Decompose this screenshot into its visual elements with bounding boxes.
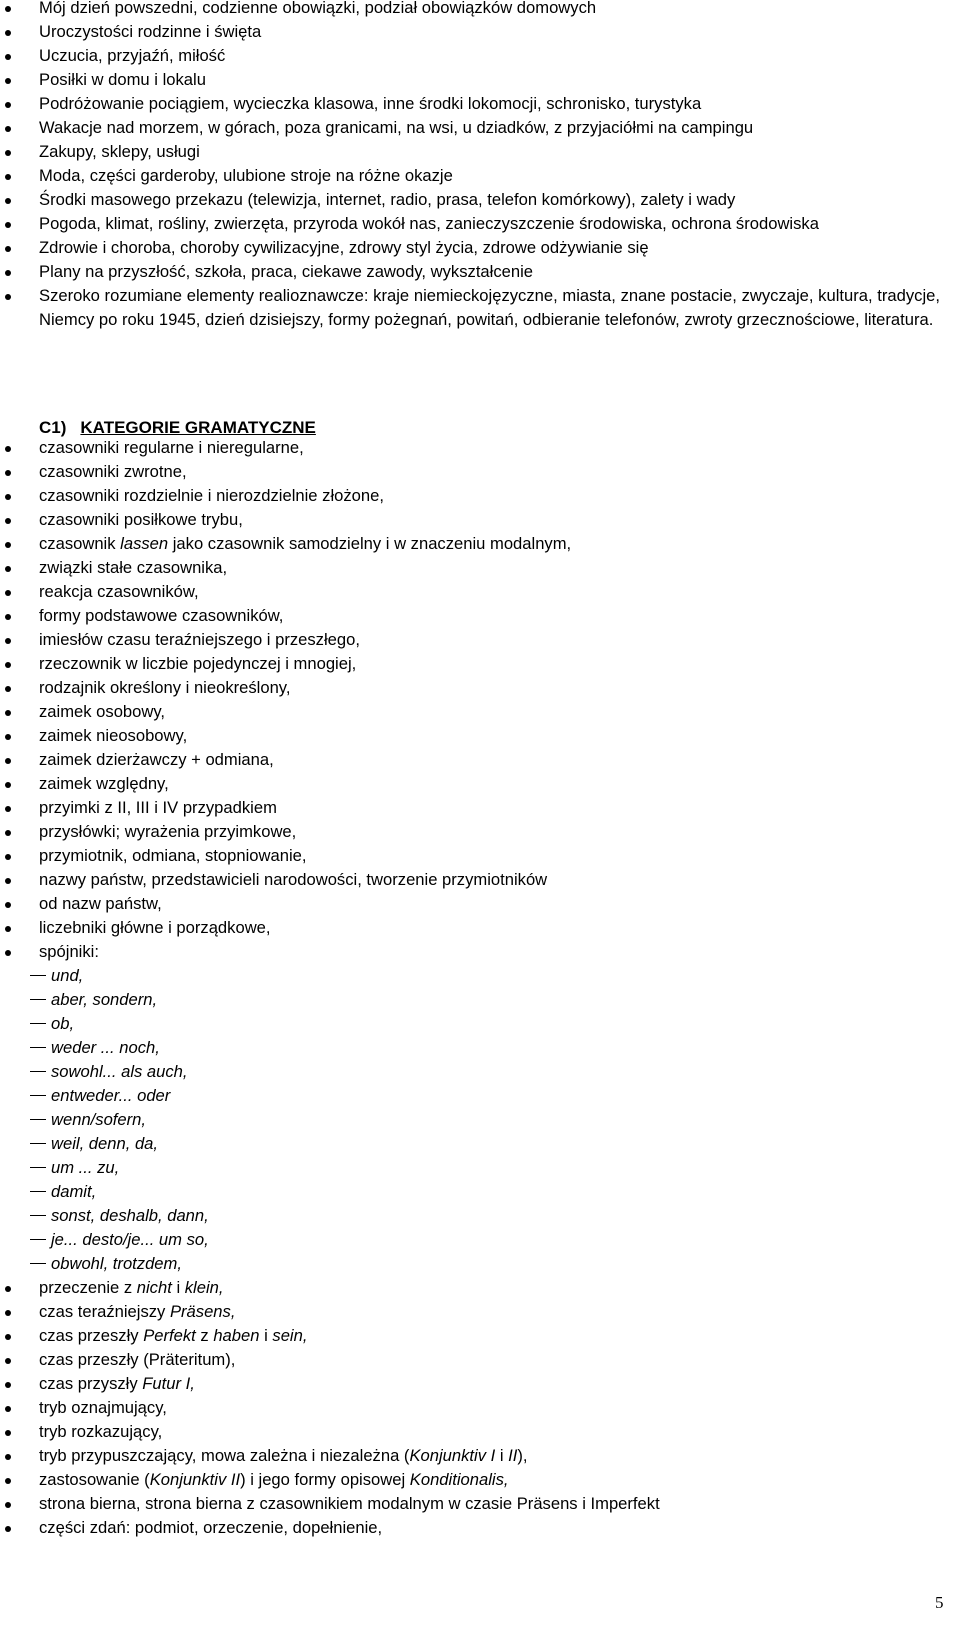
bullet-icon	[5, 150, 11, 156]
list-item: Posiłki w domu i lokalu	[0, 68, 960, 92]
conjunction-item: um ... zu,	[0, 1156, 960, 1180]
bullet-icon	[5, 590, 11, 596]
bullet-icon	[5, 782, 11, 788]
section-number: C1)	[39, 418, 67, 437]
bullet-icon	[5, 1358, 11, 1364]
conjunction-item: entweder... oder	[0, 1084, 960, 1108]
bullet-icon	[5, 222, 11, 228]
list-item: czas przeszły Perfekt z haben i sein,	[0, 1324, 960, 1348]
dash-icon	[30, 1143, 46, 1144]
bullet-icon	[5, 246, 11, 252]
bullet-icon	[5, 494, 11, 500]
conjunction-item: je... desto/je... um so,	[0, 1228, 960, 1252]
list-item: Środki masowego przekazu (telewizja, internet, radio, prasa, telefon komórkowy), zalety i wady	[0, 188, 960, 212]
bullet-icon	[5, 1286, 11, 1292]
conjunction-item: sonst, deshalb, dann,	[0, 1204, 960, 1228]
bullet-icon	[5, 734, 11, 740]
bullet-icon	[5, 1478, 11, 1484]
list-item: Uczucia, przyjaźń, miłość	[0, 44, 960, 68]
list-item: Zakupy, sklepy, usługi	[0, 140, 960, 164]
section-title: KATEGORIE GRAMATYCZNE	[80, 418, 316, 437]
bullet-icon	[5, 1454, 11, 1460]
list-item: spójniki:	[0, 940, 960, 964]
dash-icon	[30, 1071, 46, 1072]
bullet-icon	[5, 710, 11, 716]
list-item: Moda, części garderoby, ulubione stroje na różne okazje	[0, 164, 960, 188]
list-item: przymiotnik, odmiana, stopniowanie,	[0, 844, 960, 868]
dash-icon	[30, 999, 46, 1000]
list-item: zaimek dzierżawczy + odmiana,	[0, 748, 960, 772]
list-item: formy podstawowe czasowników,	[0, 604, 960, 628]
list-item: czas teraźniejszy Präsens,	[0, 1300, 960, 1324]
conjunction-item: wenn/sofern,	[0, 1108, 960, 1132]
dash-icon	[30, 1191, 46, 1192]
bullet-icon	[5, 926, 11, 932]
bullet-icon	[5, 758, 11, 764]
list-item: Uroczystości rodzinne i święta	[0, 20, 960, 44]
conjunction-item: und,	[0, 964, 960, 988]
bullet-icon	[5, 950, 11, 956]
list-item: zaimek względny,	[0, 772, 960, 796]
dash-icon	[30, 975, 46, 976]
list-item: tryb przypuszczający, mowa zależna i niezależna (Konjunktiv I i II),	[0, 1444, 960, 1468]
bullet-icon	[5, 614, 11, 620]
topics-list	[0, 0, 960, 332]
bullet-icon	[5, 446, 11, 452]
list-item: związki stałe czasownika,	[0, 556, 960, 580]
list-item: Mój dzień powszedni, codzienne obowiązki, podział obowiązków domowych	[0, 0, 960, 20]
list-item: zastosowanie (Konjunktiv II) i jego formy opisowej Konditionalis,	[0, 1468, 960, 1492]
list-item: reakcja czasowników,	[0, 580, 960, 604]
list-item: czas przyszły Futur I,	[0, 1372, 960, 1396]
bullet-icon	[5, 1310, 11, 1316]
list-item: przyimki z II, III i IV przypadkiem	[0, 796, 960, 820]
list-item: czasowniki posiłkowe trybu,	[0, 508, 960, 532]
bullet-icon	[5, 54, 11, 60]
conjunction-item: aber, sondern,	[0, 988, 960, 1012]
bullet-icon	[5, 270, 11, 276]
grammar-list	[0, 436, 960, 1540]
bullet-icon	[5, 878, 11, 884]
conjunction-item: damit,	[0, 1180, 960, 1204]
list-item: Plany na przyszłość, szkoła, praca, ciekawe zawody, wykształcenie	[0, 260, 960, 284]
bullet-icon	[5, 518, 11, 524]
bullet-icon	[5, 1502, 11, 1508]
bullet-icon	[5, 102, 11, 108]
page-number: 5	[935, 1593, 944, 1612]
dash-icon	[30, 1047, 46, 1048]
conjunction-item: sowohl... als auch,	[0, 1060, 960, 1084]
conjunction-item: weder ... noch,	[0, 1036, 960, 1060]
list-item: przysłówki; wyrażenia przyimkowe,	[0, 820, 960, 844]
list-item: Podróżowanie pociągiem, wycieczka klasowa, inne środki lokomocji, schronisko, turystyka	[0, 92, 960, 116]
list-item: rzeczownik w liczbie pojedynczej i mnogiej,	[0, 652, 960, 676]
list-item: od nazw państw,	[0, 892, 960, 916]
dash-icon	[30, 1215, 46, 1216]
conjunction-item: ob,	[0, 1012, 960, 1036]
conjunction-item: obwohl, trotzdem,	[0, 1252, 960, 1276]
list-item: czas przeszły (Präteritum),	[0, 1348, 960, 1372]
dash-icon	[30, 1239, 46, 1240]
list-item: imiesłów czasu teraźniejszego i przeszłego,	[0, 628, 960, 652]
bullet-icon	[5, 1430, 11, 1436]
bullet-icon	[5, 6, 11, 12]
bullet-icon	[5, 566, 11, 572]
list-item: zaimek nieosobowy,	[0, 724, 960, 748]
list-item: strona bierna, strona bierna z czasownikiem modalnym w czasie Präsens i Imperfekt	[0, 1492, 960, 1516]
bullet-icon	[5, 638, 11, 644]
bullet-icon	[5, 854, 11, 860]
bullet-icon	[5, 686, 11, 692]
dash-icon	[30, 1023, 46, 1024]
bullet-icon	[5, 1382, 11, 1388]
list-item: tryb oznajmujący,	[0, 1396, 960, 1420]
list-item: tryb rozkazujący,	[0, 1420, 960, 1444]
bullet-icon	[5, 294, 11, 300]
dash-icon	[30, 1095, 46, 1096]
bullet-icon	[5, 470, 11, 476]
list-item: Pogoda, klimat, rośliny, zwierzęta, przyroda wokół nas, zanieczyszczenie środowiska, ochrona środowiska	[0, 212, 960, 236]
list-item: czasowniki zwrotne,	[0, 460, 960, 484]
bullet-icon	[5, 542, 11, 548]
list-item: Zdrowie i choroba, choroby cywilizacyjne, zdrowy styl życia, zdrowe odżywianie się	[0, 236, 960, 260]
bullet-icon	[5, 1334, 11, 1340]
list-item: przeczenie z nicht i klein,	[0, 1276, 960, 1300]
dash-icon	[30, 1119, 46, 1120]
bullet-icon	[5, 78, 11, 84]
bullet-icon	[5, 126, 11, 132]
list-item: Wakacje nad morzem, w górach, poza granicami, na wsi, u dziadków, z przyjaciółmi na campingu	[0, 116, 960, 140]
bullet-icon	[5, 1406, 11, 1412]
bullet-icon	[5, 830, 11, 836]
list-item: czasowniki regularne i nieregularne,	[0, 436, 960, 460]
list-item: zaimek osobowy,	[0, 700, 960, 724]
conjunction-item: weil, denn, da,	[0, 1132, 960, 1156]
list-item: Szeroko rozumiane elementy realioznawcze: kraje niemieckojęzyczne, miasta, znane postacie, zwyczaje, kultura, tradycje, Niemcy po roku 1945, dzień dzisiejszy, formy pożegnań, powitań, odbieranie telefonów, zwroty grzecznościowe, literatura.	[0, 284, 960, 332]
list-item: liczebniki główne i porządkowe,	[0, 916, 960, 940]
bullet-icon	[5, 198, 11, 204]
list-item: rodzajnik określony i nieokreślony,	[0, 676, 960, 700]
list-item: nazwy państw, przedstawicieli narodowości, tworzenie przymiotników	[0, 868, 960, 892]
dash-icon	[30, 1167, 46, 1168]
dash-icon	[30, 1263, 46, 1264]
list-item: czasownik lassen jako czasownik samodzielny i w znaczeniu modalnym,	[0, 532, 960, 556]
bullet-icon	[5, 174, 11, 180]
bullet-icon	[5, 902, 11, 908]
list-item: części zdań: podmiot, orzeczenie, dopełnienie,	[0, 1516, 960, 1540]
list-item: czasowniki rozdzielnie i nierozdzielnie złożone,	[0, 484, 960, 508]
bullet-icon	[5, 30, 11, 36]
bullet-icon	[5, 662, 11, 668]
bullet-icon	[5, 1526, 11, 1532]
bullet-icon	[5, 806, 11, 812]
